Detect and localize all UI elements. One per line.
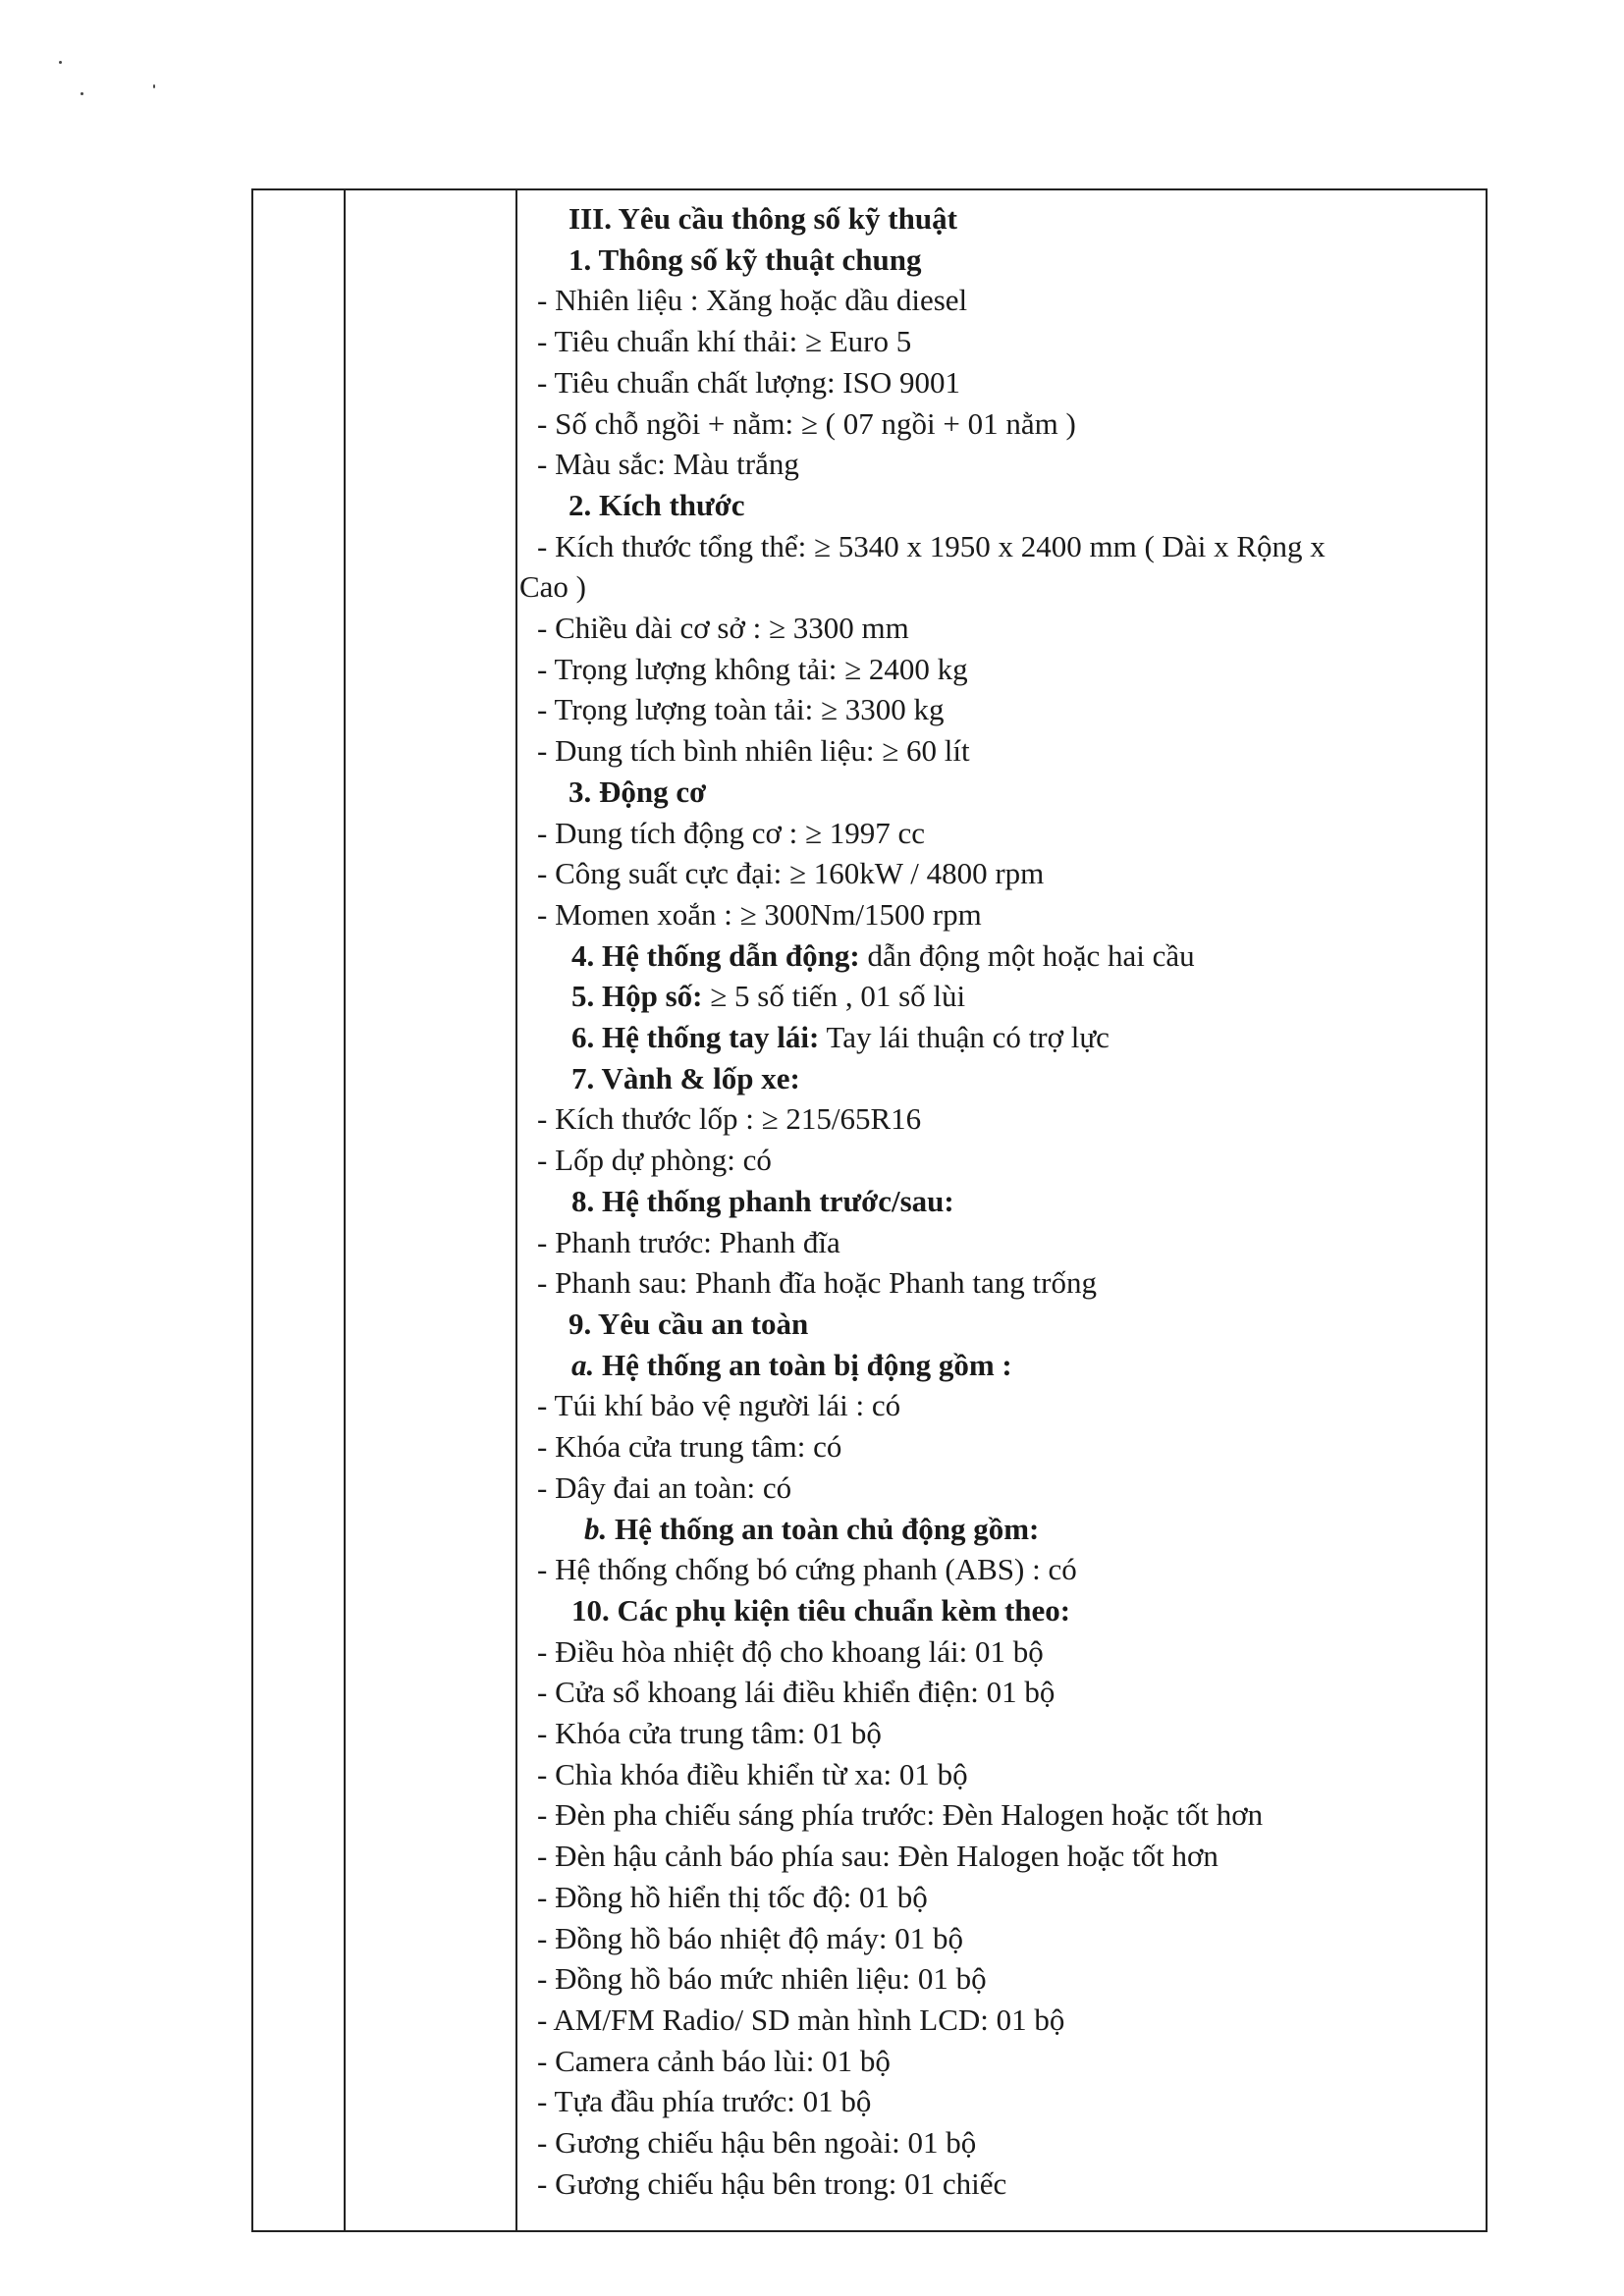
spec-subheading-text: Hệ thống an toàn bị động gồm : <box>594 1347 1012 1382</box>
spec-heading: 10. Các phụ kiện tiêu chuẩn kèm theo: <box>571 1592 1071 1628</box>
spec-item: - Trọng lượng toàn tải: ≥ 3300 kg <box>537 692 945 727</box>
spec-item: - Đồng hồ báo mức nhiên liệu: 01 bộ <box>537 1961 987 1997</box>
spec-item: - Camera cảnh báo lùi: 01 bộ <box>537 2043 891 2078</box>
spec-item: - Chìa khóa điều khiển từ xa: 01 bộ <box>537 1756 968 1791</box>
spec-item: - Trọng lượng không tải: ≥ 2400 kg <box>537 651 968 686</box>
spec-item: - Cửa sổ khoang lái điều khiển điện: 01 bộ <box>537 1675 1056 1710</box>
spec-item: - Điều hòa nhiệt độ cho khoang lái: 01 bộ <box>537 1633 1044 1669</box>
scan-speck <box>153 84 155 88</box>
spec-heading: 9. Yêu cầu an toàn <box>568 1306 809 1341</box>
section-title: III. Yêu cầu thông số kỹ thuật <box>568 201 957 236</box>
spec-content <box>517 198 1489 2204</box>
spec-heading: 8. Hệ thống phanh trước/sau: <box>571 1183 954 1218</box>
spec-heading-value: Tay lái thuận có trợ lực <box>819 1020 1110 1055</box>
spec-item: - Kích thước lốp : ≥ 215/65R16 <box>537 1101 922 1137</box>
spec-subheading <box>517 1345 1489 1386</box>
spec-heading-inline <box>517 976 1489 1017</box>
spec-item: - Đồng hồ hiển thị tốc độ: 01 bộ <box>537 1879 928 1914</box>
spec-heading-inline <box>517 1058 1489 1099</box>
spec-item: - Đồng hồ báo nhiệt độ máy: 01 bộ <box>537 1920 963 1955</box>
spec-item: - Momen xoắn : ≥ 300Nm/1500 rpm <box>537 896 982 932</box>
spec-item: - Khóa cửa trung tâm: 01 bộ <box>537 1716 882 1751</box>
spec-item: - Màu sắc: Màu trắng <box>537 447 799 482</box>
spec-item: - Lốp dự phòng: có <box>537 1143 772 1178</box>
spec-item: - Tiêu chuẩn khí thải: ≥ Euro 5 <box>537 324 912 359</box>
spec-item: - Phanh trước: Phanh đĩa <box>537 1224 840 1259</box>
spec-subheading <box>517 1509 1489 1550</box>
spec-item: - Tiêu chuẩn chất lượng: ISO 9001 <box>537 364 961 400</box>
spec-item: - Chiều dài cơ sở : ≥ 3300 mm <box>537 611 909 646</box>
spec-subheading-letter: a. <box>571 1347 595 1382</box>
spec-heading-value: ≥ 5 số tiến , 01 số lùi <box>702 979 966 1014</box>
spec-subheading-text: Hệ thống an toàn chủ động gồm: <box>607 1511 1040 1546</box>
column-divider-1 <box>344 190 346 2230</box>
spec-heading-label: 4. Hệ thống dẫn động: <box>571 937 860 973</box>
spec-item: - Dung tích động cơ : ≥ 1997 cc <box>537 815 925 850</box>
spec-item: - Gương chiếu hậu bên trong: 01 chiếc <box>537 2165 1007 2201</box>
spec-heading-label: 6. Hệ thống tay lái: <box>571 1020 820 1055</box>
spec-heading-inline <box>517 935 1489 977</box>
spec-heading: 3. Động cơ <box>568 774 707 809</box>
spec-item: - Khóa cửa trung tâm: có <box>537 1429 842 1465</box>
spec-item: - Túi khí bảo vệ người lái : có <box>537 1388 901 1423</box>
spec-heading: 1. Thông số kỹ thuật chung <box>568 241 922 277</box>
spec-item: - Đèn pha chiếu sáng phía trước: Đèn Halogen hoặc tốt hơn <box>537 1797 1264 1833</box>
spec-item: - Dung tích bình nhiên liệu: ≥ 60 lít <box>537 733 970 769</box>
spec-item: - Kích thước tổng thể: ≥ 5340 x 1950 x 2400 mm ( Dài x Rộng x <box>537 528 1326 563</box>
spec-item: - Nhiên liệu : Xăng hoặc dầu diesel <box>537 283 968 318</box>
spec-heading-label: 5. Hộp số: <box>571 979 703 1014</box>
spec-item: - AM/FM Radio/ SD màn hình LCD: 01 bộ <box>537 2002 1065 2037</box>
spec-heading-label: 7. Vành & lốp xe: <box>571 1060 800 1095</box>
spec-subheading-letter: b. <box>584 1511 608 1546</box>
scan-speck <box>81 92 83 95</box>
spec-lines <box>517 240 1489 2205</box>
spec-item: Cao ) <box>519 569 587 605</box>
spec-heading-inline <box>517 1017 1489 1058</box>
spec-item: - Số chỗ ngồi + nằm: ≥ ( 07 ngồi + 01 nằm ) <box>537 405 1076 441</box>
spec-item: - Tựa đầu phía trước: 01 bộ <box>537 2084 872 2119</box>
spec-item: - Hệ thống chống bó cứng phanh (ABS) : có <box>537 1552 1077 1587</box>
spec-item: - Dây đai an toàn: có <box>537 1469 792 1505</box>
spec-item: - Gương chiếu hậu bên ngoài: 01 bộ <box>537 2125 977 2161</box>
spec-item: - Đèn hậu cảnh báo phía sau: Đèn Halogen hoặc tốt hơn <box>537 1839 1218 1874</box>
spec-heading-value: dẫn động một hoặc hai cầu <box>859 937 1195 973</box>
spec-heading: 2. Kích thước <box>568 487 745 522</box>
spec-item: - Công suất cực đại: ≥ 160kW / 4800 rpm <box>537 856 1045 891</box>
scan-speck <box>59 61 62 64</box>
spec-item: - Phanh sau: Phanh đĩa hoặc Phanh tang trống <box>537 1265 1097 1301</box>
